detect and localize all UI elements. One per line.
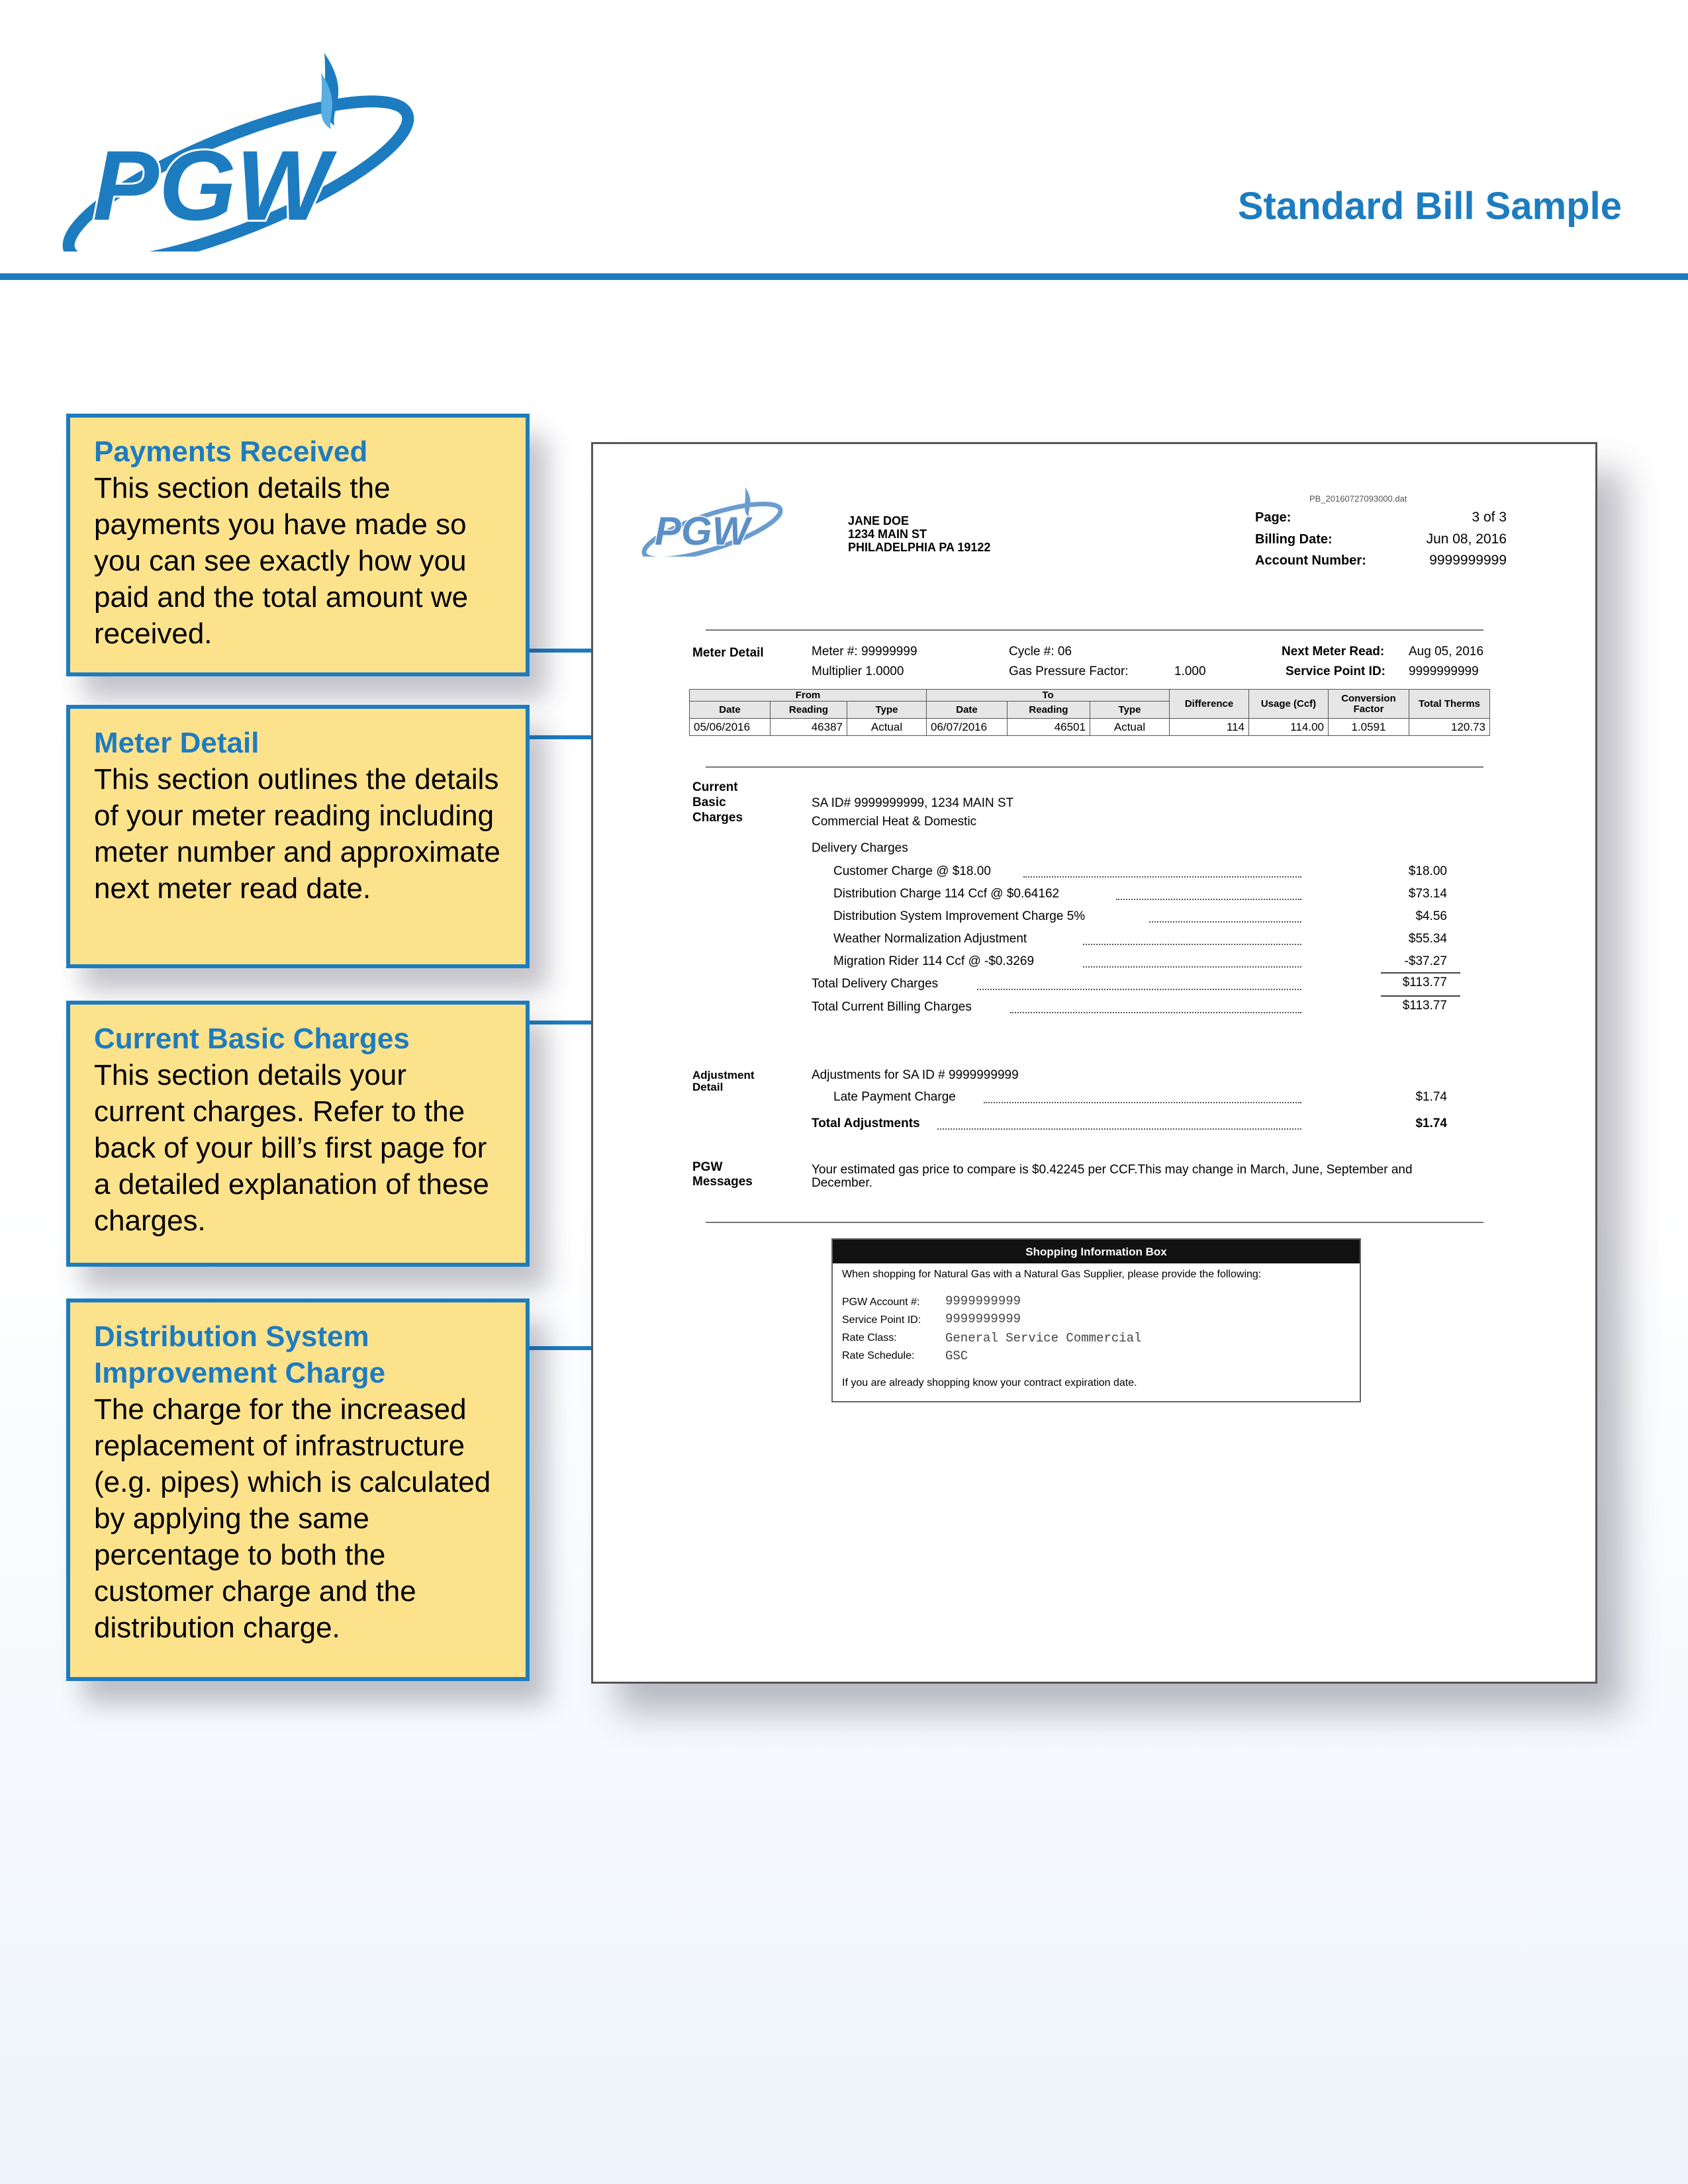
col-to-date: Date [927, 702, 1008, 719]
callout-body: This section details the payments you have made so you can see exactly how you paid and the total amount we received. [94, 472, 469, 650]
total-delivery-label: Total Delivery Charges [812, 977, 939, 991]
shopping-account-value: 9999999999 [945, 1294, 1021, 1308]
bill-logo-text: PGW [655, 509, 750, 553]
adjustment-sa-line: Adjustments for SA ID # 9999999999 [812, 1068, 1019, 1082]
messages-label-2: Messages [692, 1175, 753, 1189]
bill-sample [591, 442, 1597, 1684]
service-point-label: Service Point ID: [1286, 664, 1385, 678]
callout-title: Payments Received [94, 435, 368, 468]
shopping-rate-schedule-value: GSC [945, 1349, 968, 1363]
bill-logo [636, 484, 802, 557]
from-group-header: From [690, 690, 927, 702]
shopping-note: If you are already shopping know your contract expiration date. [842, 1377, 1137, 1388]
charge-migration: Migration Rider 114 Ccf @ -$0.3269 [833, 954, 1035, 968]
total-delivery-amount: $113.77 [1402, 976, 1447, 989]
table-row: 05/06/2016 46387 Actual 06/07/2016 46501 Actual 114 114.00 1.0591 120.73 [690, 719, 1490, 736]
divider [706, 766, 1483, 768]
callout-payments-received [66, 414, 530, 676]
message-line-1: Your estimated gas price to compare is $0.42245 per CCF.This may change in March, June, September and [812, 1163, 1413, 1177]
next-read-value: Aug 05, 2016 [1409, 645, 1484, 659]
col-to-type: Type [1090, 702, 1170, 719]
col-difference: Difference [1170, 690, 1249, 719]
divider [706, 1222, 1483, 1223]
col-from-date: Date [690, 702, 771, 719]
service-type: Commercial Heat & Domestic [812, 815, 977, 829]
shopping-account-label: PGW Account #: [842, 1297, 920, 1308]
callout-body: The charge for the increased replacement of infrastructure (e.g. pipes) which is calculated by applying the same percentage to both the customer charge and the distribution charge. [94, 1393, 491, 1644]
callout-body: This section outlines the details of your meter reading including meter number and approximate next meter read date. [94, 763, 500, 905]
billing-date-value: Jun 08, 2016 [1426, 531, 1507, 547]
charge-distribution-amount: $73.14 [1408, 887, 1447, 901]
page-value: 3 of 3 [1472, 510, 1507, 525]
page-title: Standard Bill Sample [1237, 185, 1622, 228]
to-group-header: To [927, 690, 1170, 702]
callout-title: Distribution System Improvement Charge [94, 1320, 386, 1389]
late-payment-label: Late Payment Charge [833, 1090, 956, 1104]
shopping-rate-class-value: General Service Commercial [945, 1331, 1142, 1345]
current-charges-label-2: Basic [692, 796, 726, 809]
callout-dsic [66, 1298, 530, 1681]
shopping-info-box [831, 1238, 1361, 1402]
total-current-label: Total Current Billing Charges [812, 1000, 972, 1014]
charge-weather-amount: $55.34 [1408, 932, 1447, 946]
charge-migration-amount: -$37.27 [1404, 954, 1447, 968]
logo-text: PGW [93, 130, 330, 241]
total-adjustments-label: Total Adjustments [812, 1116, 920, 1130]
total-current-amount: $113.77 [1402, 999, 1447, 1013]
current-charges-label-1: Current [692, 780, 738, 794]
callout-title: Meter Detail [94, 727, 259, 759]
col-conversion: Conversion Factor [1329, 690, 1409, 719]
current-charges-label-3: Charges [692, 811, 743, 825]
col-to-reading: Reading [1008, 702, 1090, 719]
customer-city: PHILADELPHIA PA 19122 [848, 541, 991, 554]
customer-name: JANE DOE [848, 514, 910, 527]
customer-street: 1234 MAIN ST [848, 527, 927, 541]
messages-label-1: PGW [692, 1160, 723, 1174]
col-therms: Total Therms [1409, 690, 1490, 719]
meter-multiplier: Multiplier 1.0000 [812, 664, 904, 678]
col-from-reading: Reading [771, 702, 847, 719]
shopping-info-title: Shopping Information Box [833, 1240, 1360, 1263]
gas-pressure-label: Gas Pressure Factor: [1009, 664, 1129, 678]
late-payment-amount: $1.74 [1415, 1090, 1447, 1104]
shopping-sp-label: Service Point ID: [842, 1314, 921, 1326]
billing-date-label: Billing Date: [1255, 532, 1333, 547]
divider [706, 629, 1483, 631]
total-adjustments-amount: $1.74 [1415, 1116, 1447, 1130]
callout-title: Current Basic Charges [94, 1023, 410, 1055]
charge-distribution: Distribution Charge 114 Ccf @ $0.64162 [833, 887, 1060, 901]
account-number-label: Account Number: [1255, 553, 1366, 568]
meter-number: Meter #: 99999999 [812, 645, 917, 659]
shopping-rate-class-label: Rate Class: [842, 1332, 897, 1343]
page-label: Page: [1255, 510, 1291, 525]
adjustment-label-1: Adjustment [692, 1069, 755, 1081]
sa-id-line: SA ID# 9999999999, 1234 MAIN ST [812, 796, 1014, 810]
service-point-value: 9999999999 [1409, 664, 1479, 678]
account-number-value: 9999999999 [1429, 553, 1507, 568]
col-usage: Usage (Ccf) [1249, 690, 1329, 719]
charge-customer-amount: $18.00 [1408, 864, 1447, 878]
shopping-rate-schedule-label: Rate Schedule: [842, 1350, 915, 1361]
message-line-2: December. [812, 1176, 872, 1190]
meter-cycle: Cycle #: 06 [1009, 645, 1072, 659]
meter-detail-label: Meter Detail [692, 646, 764, 660]
charge-customer: Customer Charge @ $18.00 [833, 864, 991, 878]
meter-reading-table [689, 689, 1490, 736]
charge-weather: Weather Normalization Adjustment [833, 932, 1027, 946]
adjustment-label-2: Detail [692, 1081, 724, 1093]
charge-dsic-amount: $4.56 [1415, 909, 1447, 923]
gas-pressure-value: 1.000 [1174, 664, 1206, 678]
callout-meter-detail [66, 705, 530, 968]
shopping-sp-value: 9999999999 [945, 1312, 1021, 1326]
delivery-heading: Delivery Charges [812, 841, 908, 855]
callout-current-basic-charges [66, 1001, 530, 1267]
charge-dsic: Distribution System Improvement Charge 5% [833, 909, 1086, 923]
col-from-type: Type [847, 702, 927, 719]
bill-file-name: PB_20160727093000.dat [1309, 494, 1407, 504]
next-read-label: Next Meter Read: [1282, 645, 1385, 659]
shopping-intro: When shopping for Natural Gas with a Natural Gas Supplier, please provide the following: [842, 1269, 1262, 1280]
callout-body: This section details your current charges. Refer to the back of your bill’s first page for a detailed explanation of these charges. [94, 1059, 489, 1237]
